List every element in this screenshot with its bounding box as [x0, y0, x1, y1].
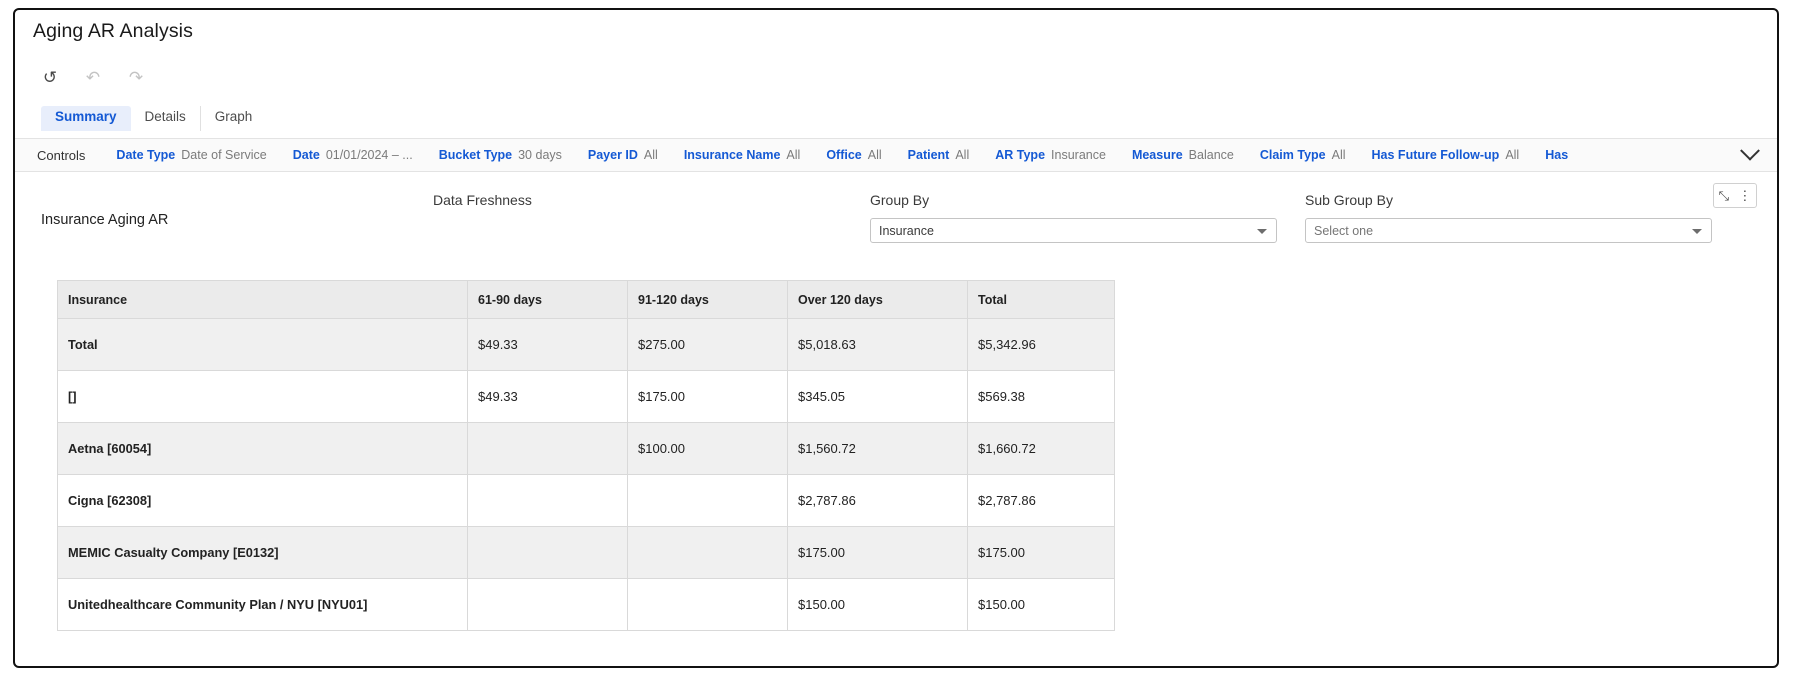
sub-group-by-label: Sub Group By [1305, 192, 1393, 208]
cell-total: $175.00 [968, 527, 1115, 579]
page-title: Aging AR Analysis [33, 20, 193, 42]
column-header-total: Total [968, 281, 1115, 319]
cell-91-120 [628, 475, 788, 527]
control-payer-id-name: Payer ID [587, 148, 638, 162]
cell-61-90: $49.33 [468, 371, 628, 423]
tab-details[interactable]: Details [131, 106, 201, 131]
control-office-value: All [867, 148, 882, 162]
row-label: Total [58, 319, 468, 371]
table-row[interactable] [58, 527, 1115, 579]
control-office-name: Office [826, 148, 862, 162]
control-date-type[interactable] [103, 148, 279, 162]
control-payer-id-value: All [643, 148, 658, 162]
more-options-icon[interactable]: ⋮ [1738, 188, 1752, 203]
control-office[interactable] [813, 148, 894, 162]
control-bucket-type-value: 30 days [518, 148, 562, 162]
cell-over-120: $175.00 [788, 527, 968, 579]
controls-label: Controls [37, 147, 86, 163]
cell-91-120 [628, 527, 788, 579]
control-patient-value: All [955, 148, 970, 162]
redo-icon[interactable]: ↷ [128, 67, 144, 87]
column-header-over-120: Over 120 days [788, 281, 968, 319]
control-ar-type[interactable] [982, 148, 1119, 162]
control-measure[interactable] [1119, 148, 1247, 162]
aging-table [57, 280, 1115, 631]
control-measure-value: Balance [1188, 148, 1234, 162]
cell-61-90 [468, 527, 628, 579]
chevron-down-icon [1257, 229, 1267, 234]
chevron-down-icon [1692, 229, 1702, 234]
group-by-block [870, 192, 1277, 243]
expand-icon[interactable]: ⤡ [1718, 188, 1730, 203]
control-claim-type[interactable] [1247, 148, 1359, 162]
chevron-down-icon [1740, 141, 1760, 161]
refresh-icon[interactable]: ↺ [42, 67, 58, 87]
tab-summary[interactable]: Summary [41, 106, 131, 131]
sub-group-by-block [1305, 192, 1712, 243]
tab-bar [41, 106, 266, 131]
cell-61-90 [468, 579, 628, 631]
cell-over-120: $5,018.63 [788, 319, 968, 371]
row-label: Unitedhealthcare Community Plan / NYU [NYU01] [58, 579, 468, 631]
cell-61-90 [468, 475, 628, 527]
undo-icon[interactable]: ↶ [85, 67, 101, 87]
table-header-row [58, 281, 1115, 319]
table-body [58, 319, 1115, 631]
cell-91-120 [628, 579, 788, 631]
control-claim-type-value: All [1331, 148, 1346, 162]
control-date-type-value: Date of Service [181, 148, 267, 162]
table-row[interactable] [58, 579, 1115, 631]
control-patient-name: Patient [907, 148, 950, 162]
section-title: Insurance Aging AR [41, 212, 169, 228]
column-header-61-90: 61-90 days [468, 281, 628, 319]
column-header-insurance: Insurance [58, 281, 468, 319]
control-date-name: Date [292, 148, 320, 162]
cell-61-90: $49.33 [468, 319, 628, 371]
tab-graph[interactable]: Graph [214, 109, 253, 124]
controls-expand-button[interactable] [1743, 148, 1777, 162]
control-insurance-name-value: All [786, 148, 801, 162]
cell-91-120: $100.00 [628, 423, 788, 475]
table-row[interactable] [58, 423, 1115, 475]
cell-61-90 [468, 423, 628, 475]
cell-over-120: $1,560.72 [788, 423, 968, 475]
row-label: Cigna [62308] [58, 475, 468, 527]
cell-over-120: $345.05 [788, 371, 968, 423]
cell-total: $150.00 [968, 579, 1115, 631]
data-freshness-label: Data Freshness [433, 192, 532, 208]
control-bucket-type[interactable] [426, 148, 575, 162]
control-insurance-name-name: Insurance Name [683, 148, 781, 162]
group-by-label: Group By [870, 192, 930, 208]
cell-total: $2,787.86 [968, 475, 1115, 527]
control-date-value: 01/01/2024 – ... [325, 148, 413, 162]
control-payer-id[interactable] [575, 148, 671, 162]
cell-total: $1,660.72 [968, 423, 1115, 475]
sub-group-by-value: Select one [1314, 223, 1374, 238]
control-ar-type-value: Insurance [1051, 148, 1106, 162]
control-date-type-name: Date Type [116, 148, 176, 162]
cell-91-120: $175.00 [628, 371, 788, 423]
control-has-future-follow-up-name: Has Future Follow-up [1371, 148, 1500, 162]
control-has-future-follow-up[interactable] [1359, 148, 1533, 162]
control-has[interactable] [1532, 148, 1587, 162]
control-ar-type-name: AR Type [995, 148, 1046, 162]
cell-91-120: $275.00 [628, 319, 788, 371]
row-label: MEMIC Casualty Company [E0132] [58, 527, 468, 579]
group-by-value: Insurance [879, 223, 934, 238]
control-measure-name: Measure [1131, 148, 1183, 162]
table-row[interactable] [58, 319, 1115, 371]
cell-total: $569.38 [968, 371, 1115, 423]
row-label: [] [58, 371, 468, 423]
sub-group-by-select[interactable] [1305, 218, 1712, 243]
column-header-91-120: 91-120 days [628, 281, 788, 319]
cell-total: $5,342.96 [968, 319, 1115, 371]
control-has-name: Has [1545, 148, 1569, 162]
panel-tools [1713, 183, 1757, 208]
control-date[interactable] [280, 148, 426, 162]
table-row[interactable] [58, 371, 1115, 423]
table-row[interactable] [58, 475, 1115, 527]
control-claim-type-name: Claim Type [1259, 148, 1326, 162]
group-by-select[interactable] [870, 218, 1277, 243]
control-patient[interactable] [895, 148, 983, 162]
table-header [58, 281, 1115, 319]
cell-over-120: $2,787.86 [788, 475, 968, 527]
control-bucket-type-name: Bucket Type [438, 148, 513, 162]
controls-bar [15, 138, 1777, 172]
row-label: Aetna [60054] [58, 423, 468, 475]
control-insurance-name[interactable] [671, 148, 813, 162]
app-window [13, 8, 1779, 668]
cell-over-120: $150.00 [788, 579, 968, 631]
control-has-future-follow-up-value: All [1505, 148, 1520, 162]
toolbar [41, 68, 145, 86]
